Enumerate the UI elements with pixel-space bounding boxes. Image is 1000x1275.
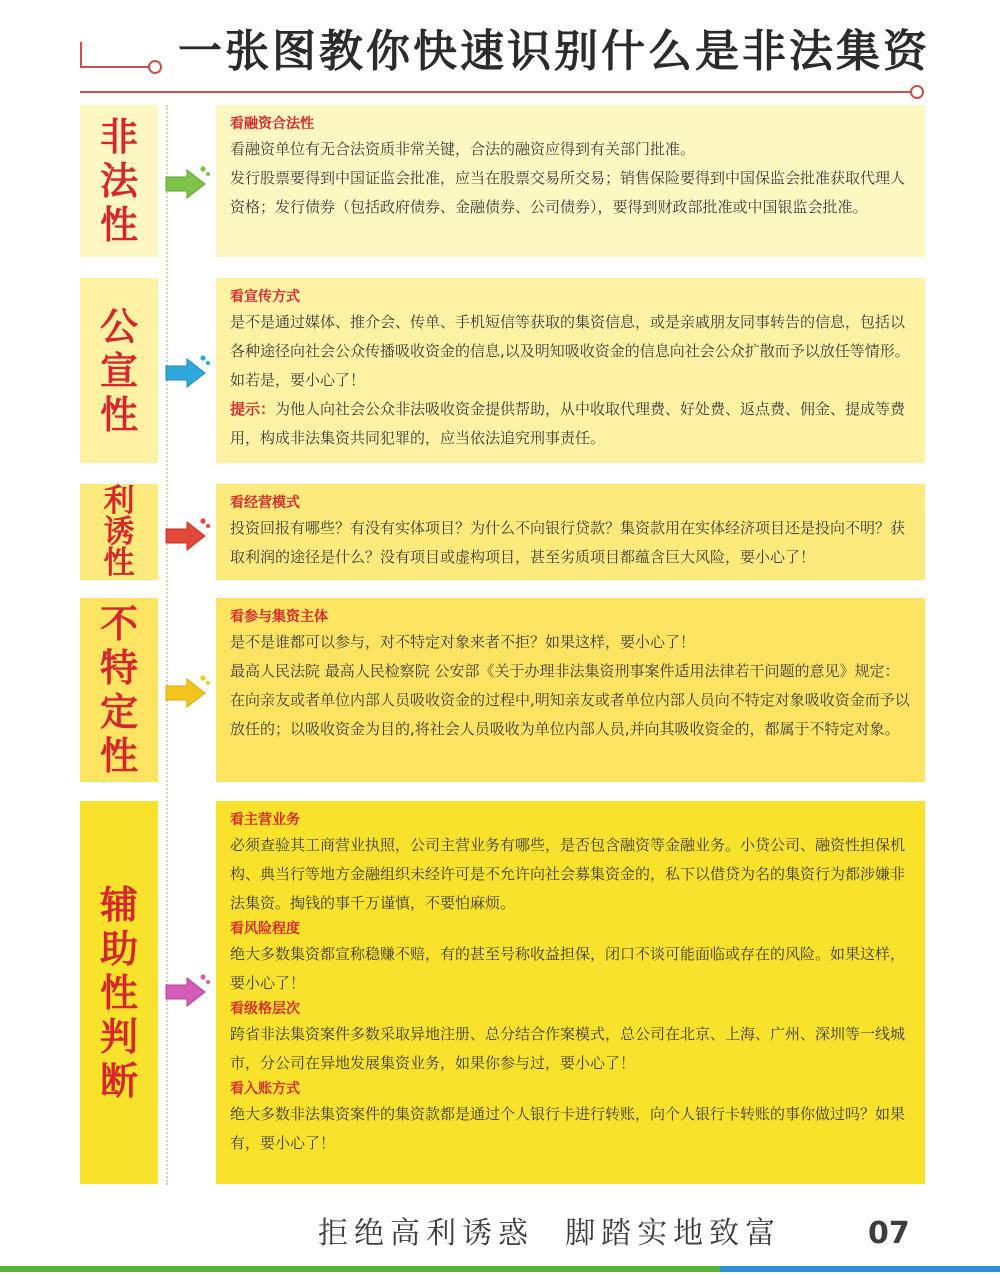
section-content: [216, 278, 925, 463]
section-label: 不特定性: [99, 602, 138, 778]
footer-stripe-blue: [720, 1266, 1000, 1272]
arrow-right-icon: [163, 674, 213, 708]
section-label: 公宣性: [99, 304, 138, 437]
section-paragraph: 是不是通过媒体、推介会、传单、手机短信等获取的集资信息，或是亲戚朋友同事转告的信息，包括以各种途径向社会公众传播吸收资金的信息,以及明知吸收资金的信息向社会公众扩散而予以放任等情形。如若是，要小心了！: [230, 313, 910, 389]
section-label-box: [80, 484, 158, 580]
block-text: 必须查验其工商营业执照，公司主营业务有哪些，是否包含融资等金融业务。小贷公司、融资性担保机构、典当行等地方金融组织未经许可是不允许向社会募集资金的，私下以借贷为名的集资行为都涉嫌非法集资。掏钱的事千万谨慎，不要怕麻烦。: [230, 836, 906, 912]
arrow-right-icon: [163, 354, 213, 388]
section-illegality: [0, 105, 1000, 257]
section-heading: 看经营模式: [230, 495, 300, 511]
block-text: 跨省非法集资案件多数采取异地注册、总分结合作案模式，总公司在北京、上海、广州、深圳等一线城市，分公司在异地发展集资业务，如果你参与过，要小心了！: [230, 1025, 906, 1072]
section-label: 辅助性判断: [99, 882, 138, 1103]
footer-slogan: 拒绝高利诱惑 脚踏实地致富: [318, 1216, 782, 1251]
page-number: 07: [868, 1216, 910, 1251]
section-auxiliary: [0, 801, 1000, 1184]
section-content: [216, 598, 925, 782]
section-heading: 看宣传方式: [230, 289, 300, 305]
arrow-right-icon: [163, 165, 213, 199]
section-label-box: [80, 105, 158, 257]
section-label-box: [80, 598, 158, 782]
section-label: 利诱性: [103, 482, 135, 581]
title-circle-left: [148, 60, 162, 74]
section-publicity: [0, 278, 1000, 463]
arrow-right-icon: [163, 973, 213, 1007]
tip-text: 为他人向社会公众非法吸收资金提供帮助，从中收取代理费、好处费、返点费、佣金、提成等费用，构成非法集资共同犯罪的，应当依法追究刑事责任。: [230, 400, 906, 447]
section-label-box: [80, 801, 158, 1184]
title-circle-right: [910, 85, 924, 99]
title-line-bottom: [80, 91, 912, 93]
page-title: 一张图教你快速识别什么是非法集资: [178, 26, 930, 77]
block-text: 绝大多数非法集资案件的集资款都是通过个人银行卡进行转账，向个人银行卡转账的事你做过吗？如果有，要小心了！: [230, 1105, 906, 1152]
section-tip: [230, 395, 911, 453]
footer-stripe-green: [0, 1266, 720, 1272]
section-label: 非法性: [99, 115, 138, 247]
block-heading: 看风险程度: [230, 921, 300, 937]
block-heading: 看入账方式: [230, 1081, 300, 1097]
tip-label: 提示：: [230, 400, 276, 418]
section-paragraph: 看融资单位有无合法资质非常关键，合法的融资应得到有关部门批准。: [230, 140, 696, 158]
section-paragraph: 最高人民法院 最高人民检察院 公安部《关于办理非法集资刑事案件适用法律若干问题的意见》规定：在向亲友或者单位内部人员吸收资金的过程中,明知亲友或者单位内部人员向不特定对象吸收资金而予以放任的；以吸收资金为目的,将社会人员吸收为单位内部人员,并向其吸收资金的，都属于不特定对象。: [230, 662, 910, 738]
section-label-box: [80, 278, 158, 463]
section-heading: 看融资合法性: [230, 116, 314, 132]
section-paragraph: 是不是谁都可以参与，对不特定对象来者不拒？如果这样，要小心了！: [230, 633, 696, 651]
block-text: 绝大多数集资都宣称稳赚不赔，有的甚至号称收益担保，闭口不谈可能面临或存在的风险。如果这样，要小心了！: [230, 945, 906, 992]
section-content: [216, 484, 925, 580]
block-heading: 看级格层次: [230, 1001, 300, 1017]
title-line-left: [80, 42, 82, 66]
section-content: [216, 105, 925, 257]
section-paragraph: 投资回报有哪些？有没有实体项目？为什么不向银行贷款？集资款用在实体经济项目还是投向不明？获取利润的途径是什么？没有项目或虚构项目，甚至劣质项目都蕴含巨大风险，要小心了！: [230, 519, 906, 566]
section-heading: 看参与集资主体: [230, 609, 328, 625]
section-inducement: [0, 484, 1000, 580]
arrow-right-icon: [163, 517, 213, 551]
block-heading: 看主营业务: [230, 812, 300, 828]
title-line-top: [80, 66, 154, 68]
section-nonspecific: [0, 598, 1000, 782]
section-paragraph: 发行股票要得到中国证监会批准，应当在股票交易所交易；销售保险要得到中国保监会批准获取代理人资格；发行债券（包括政府债券、金融债券、公司债券），要得到财政部批准或中国银监会批准。: [230, 169, 906, 216]
section-content: [216, 801, 925, 1184]
